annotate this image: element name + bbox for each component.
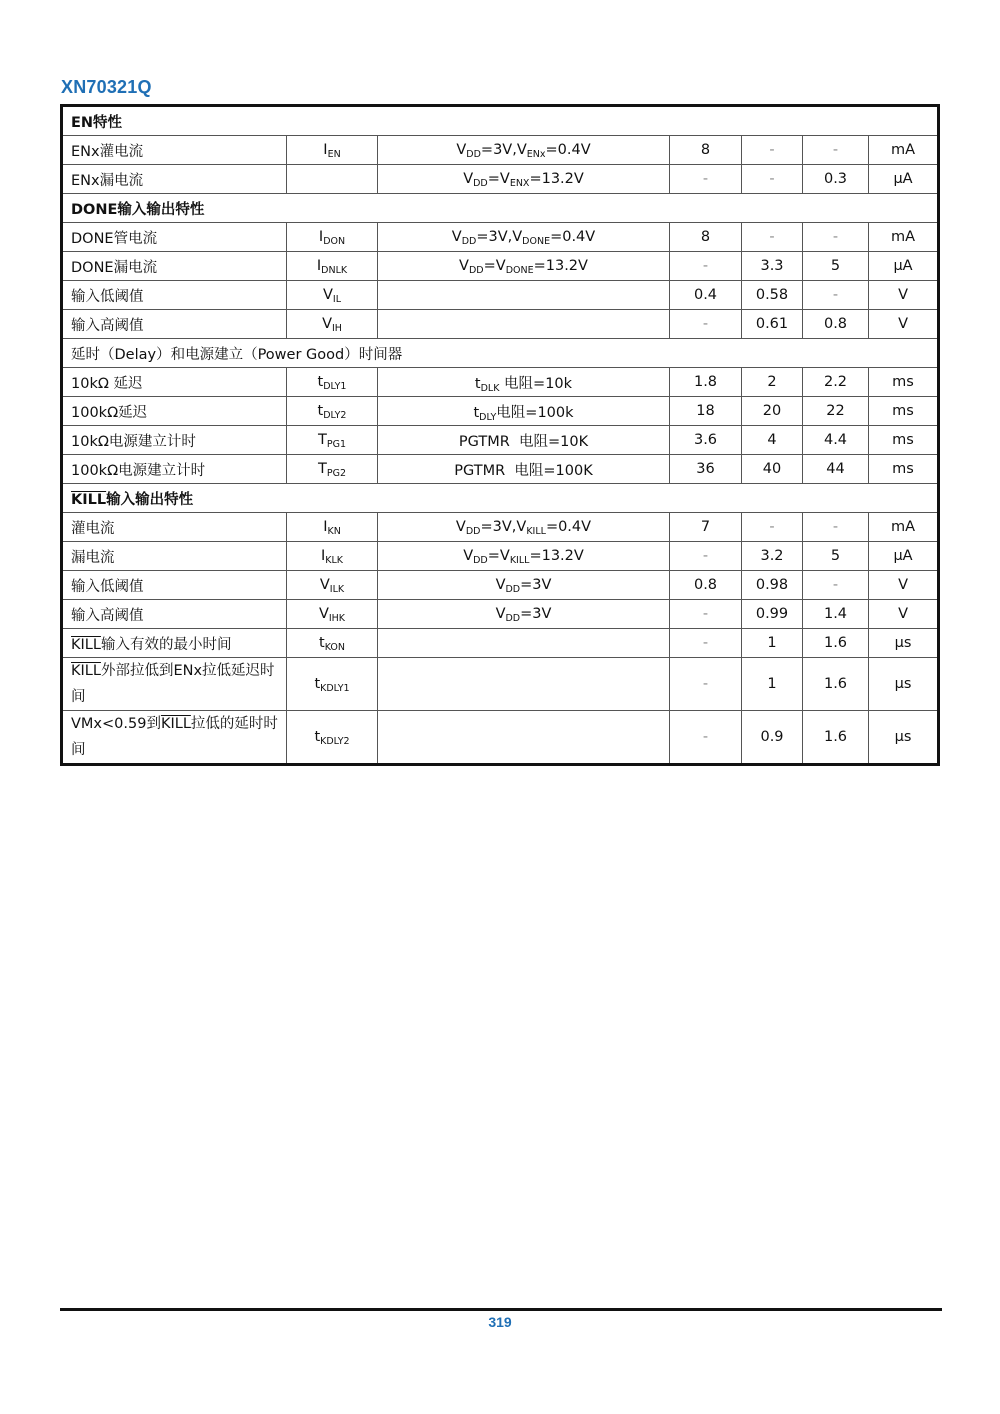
table-row	[62, 658, 939, 711]
min-value: -	[670, 165, 742, 194]
condition: $t_{DLK}$ 电阻=10k	[378, 368, 670, 397]
typ-value: 3.3	[742, 252, 803, 281]
param-name: DONE管电流	[62, 223, 287, 252]
param-name: ENx灌电流	[62, 136, 287, 165]
condition: $V_{DD}=V_{DONE}=13.2V$	[378, 252, 670, 281]
min-value: 8	[670, 136, 742, 165]
table-row	[62, 368, 939, 397]
symbol	[287, 165, 378, 194]
footer-divider	[60, 1308, 942, 1311]
unit: mA	[869, 136, 939, 165]
max-value: 1.6	[803, 658, 869, 711]
symbol: $t_{KDLY2}$	[287, 711, 378, 765]
unit: ms	[869, 397, 939, 426]
max-value: -	[803, 136, 869, 165]
table-row	[62, 136, 939, 165]
section-title: 延时（Delay）和电源建立（Power Good）时间器	[62, 339, 939, 368]
min-value: -	[670, 658, 742, 711]
condition: $V_{DD}=3V,V_{ENx}=0.4V$	[378, 136, 670, 165]
typ-value: -	[742, 223, 803, 252]
typ-value: 0.98	[742, 571, 803, 600]
condition: $V_{DD}=V_{KILL}=13.2V$	[378, 542, 670, 571]
condition: $V_{DD}=3V$	[378, 571, 670, 600]
unit: ms	[869, 426, 939, 455]
max-value: 4.4	[803, 426, 869, 455]
max-value: 22	[803, 397, 869, 426]
min-value: 0.4	[670, 281, 742, 310]
param-name: 输入高阈值	[62, 310, 287, 339]
symbol: $t_{KDLY1}$	[287, 658, 378, 711]
typ-value: -	[742, 513, 803, 542]
condition: $V_{DD}=3V,V_{DONE}=0.4V$	[378, 223, 670, 252]
unit: mA	[869, 223, 939, 252]
unit: μs	[869, 629, 939, 658]
min-value: -	[670, 310, 742, 339]
condition	[378, 658, 670, 711]
electrical-characteristics-table	[60, 104, 940, 766]
param-name: VMx<0.59到KILL拉低的延时时间	[62, 711, 287, 765]
min-value: -	[670, 711, 742, 765]
table-row	[62, 571, 939, 600]
section-header-row	[62, 484, 939, 513]
condition	[378, 629, 670, 658]
table-row	[62, 310, 939, 339]
symbol: $V_{ILK}$	[287, 571, 378, 600]
min-value: -	[670, 252, 742, 281]
table-row	[62, 397, 939, 426]
param-name: 输入低阈值	[62, 571, 287, 600]
typ-value: 3.2	[742, 542, 803, 571]
table-row	[62, 252, 939, 281]
section-header-row	[62, 194, 939, 223]
table-row	[62, 165, 939, 194]
table-row	[62, 281, 939, 310]
symbol: $I_{DON}$	[287, 223, 378, 252]
min-value: 8	[670, 223, 742, 252]
table-row	[62, 455, 939, 484]
symbol: $I_{KLK}$	[287, 542, 378, 571]
condition: PGTMR 电阻=100K	[378, 455, 670, 484]
min-value: 7	[670, 513, 742, 542]
min-value: 18	[670, 397, 742, 426]
param-name: KILL输入有效的最小时间	[62, 629, 287, 658]
section-header-row	[62, 339, 939, 368]
param-name: 100kΩ电源建立计时	[62, 455, 287, 484]
typ-value: -	[742, 165, 803, 194]
min-value: 1.8	[670, 368, 742, 397]
max-value: 5	[803, 252, 869, 281]
param-name: 漏电流	[62, 542, 287, 571]
condition: $V_{DD}=3V$	[378, 600, 670, 629]
condition	[378, 310, 670, 339]
min-value: 36	[670, 455, 742, 484]
page-number: 319	[488, 1314, 512, 1330]
param-name: 100kΩ延迟	[62, 397, 287, 426]
max-value: -	[803, 223, 869, 252]
unit: V	[869, 571, 939, 600]
condition: $t_{DLY}$电阻=100k	[378, 397, 670, 426]
typ-value: 1	[742, 629, 803, 658]
typ-value: 0.9	[742, 711, 803, 765]
param-name: 输入高阈值	[62, 600, 287, 629]
unit: ms	[869, 455, 939, 484]
typ-value: 20	[742, 397, 803, 426]
table-row	[62, 426, 939, 455]
table-row	[62, 223, 939, 252]
min-value: -	[670, 629, 742, 658]
typ-value: 0.99	[742, 600, 803, 629]
symbol: $I_{KN}$	[287, 513, 378, 542]
typ-value: 4	[742, 426, 803, 455]
table-row	[62, 513, 939, 542]
symbol: $T_{PG2}$	[287, 455, 378, 484]
unit: μs	[869, 658, 939, 711]
max-value: 2.2	[803, 368, 869, 397]
typ-value: 2	[742, 368, 803, 397]
unit: μA	[869, 165, 939, 194]
typ-value: 1	[742, 658, 803, 711]
param-name: 灌电流	[62, 513, 287, 542]
table-row	[62, 542, 939, 571]
max-value: -	[803, 281, 869, 310]
section-title: KILL输入输出特性	[62, 484, 939, 513]
unit: μA	[869, 252, 939, 281]
max-value: 1.6	[803, 629, 869, 658]
symbol: $V_{IH}$	[287, 310, 378, 339]
unit: V	[869, 310, 939, 339]
condition: $V_{DD}=V_{ENX}=13.2V$	[378, 165, 670, 194]
param-name: 输入低阈值	[62, 281, 287, 310]
symbol: $I_{EN}$	[287, 136, 378, 165]
max-value: -	[803, 571, 869, 600]
unit: μA	[869, 542, 939, 571]
param-name: 10kΩ 延迟	[62, 368, 287, 397]
unit: mA	[869, 513, 939, 542]
symbol: $T_{PG1}$	[287, 426, 378, 455]
max-value: 44	[803, 455, 869, 484]
min-value: 0.8	[670, 571, 742, 600]
max-value: 0.8	[803, 310, 869, 339]
param-name: KILL外部拉低到ENx拉低延迟时间	[62, 658, 287, 711]
typ-value: -	[742, 136, 803, 165]
section-header-row	[62, 106, 939, 136]
section-title: DONE输入输出特性	[62, 194, 939, 223]
param-name: ENx漏电流	[62, 165, 287, 194]
unit: V	[869, 600, 939, 629]
max-value: 0.3	[803, 165, 869, 194]
table-row	[62, 629, 939, 658]
param-name: 10kΩ电源建立计时	[62, 426, 287, 455]
condition	[378, 711, 670, 765]
condition: $V_{DD}=3V,V_{KILL}=0.4V$	[378, 513, 670, 542]
symbol: $t_{KON}$	[287, 629, 378, 658]
table-row	[62, 600, 939, 629]
document-title: XN70321Q	[61, 77, 152, 97]
unit: μs	[869, 711, 939, 765]
symbol: $t_{DLY1}$	[287, 368, 378, 397]
symbol: $V_{IHK}$	[287, 600, 378, 629]
typ-value: 0.58	[742, 281, 803, 310]
max-value: -	[803, 513, 869, 542]
condition	[378, 281, 670, 310]
symbol: $I_{DNLK}$	[287, 252, 378, 281]
typ-value: 0.61	[742, 310, 803, 339]
symbol: $V_{IL}$	[287, 281, 378, 310]
table-row	[62, 711, 939, 765]
unit: V	[869, 281, 939, 310]
section-title: EN特性	[62, 106, 939, 136]
symbol: $t_{DLY2}$	[287, 397, 378, 426]
max-value: 1.6	[803, 711, 869, 765]
min-value: -	[670, 600, 742, 629]
min-value: 3.6	[670, 426, 742, 455]
max-value: 1.4	[803, 600, 869, 629]
typ-value: 40	[742, 455, 803, 484]
condition: PGTMR 电阻=10K	[378, 426, 670, 455]
max-value: 5	[803, 542, 869, 571]
min-value: -	[670, 542, 742, 571]
unit: ms	[869, 368, 939, 397]
param-name: DONE漏电流	[62, 252, 287, 281]
